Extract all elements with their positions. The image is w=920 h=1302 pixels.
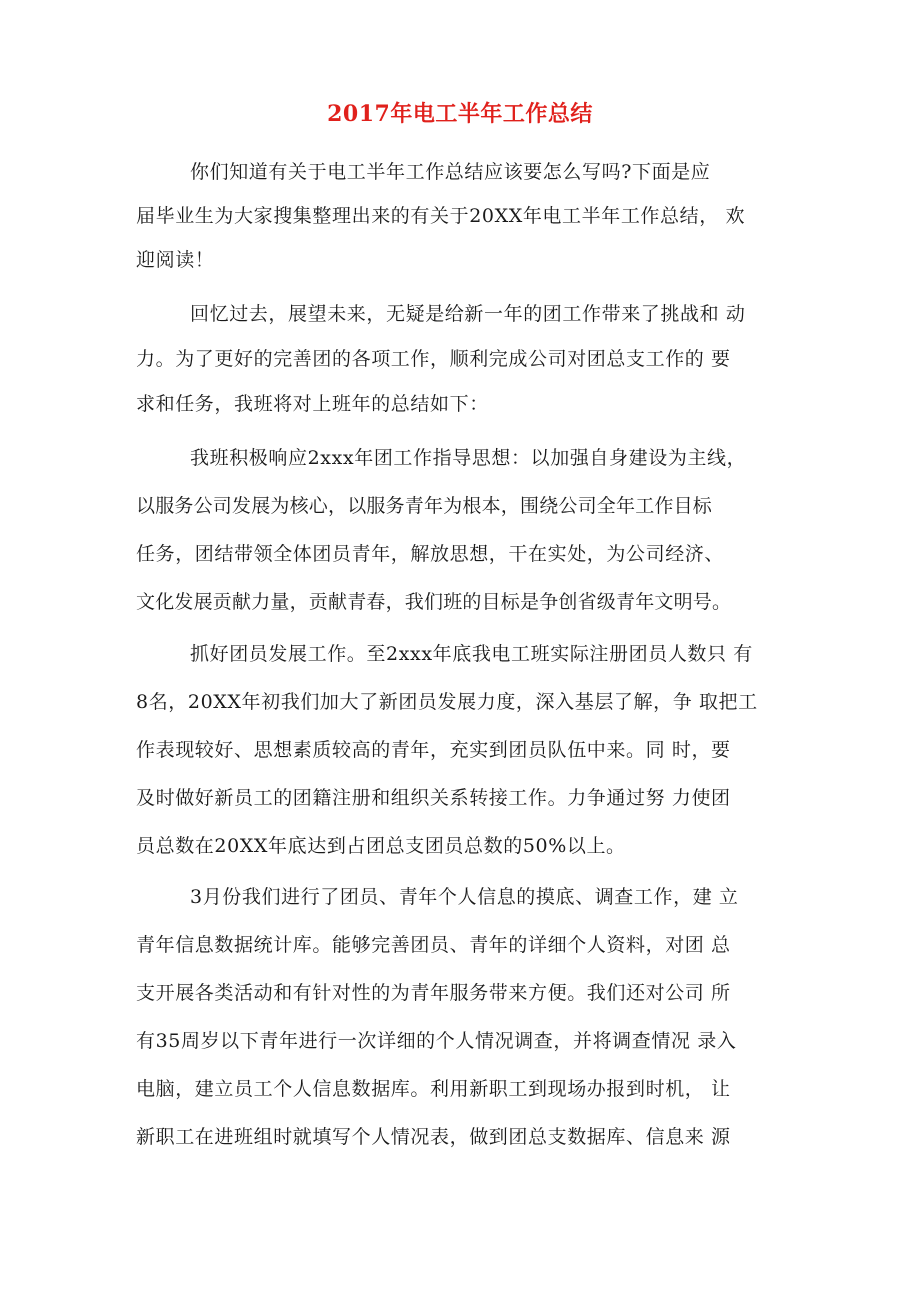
- paragraph-1-line-3: 迎阅读！: [136, 249, 215, 271]
- paragraph-3-line-2: 以服务公司发展为核心，以服务青年为根本，围绕公司全年工作目标: [136, 495, 713, 517]
- paragraph-3-line-3: 任务，团结带领全体团员青年，解放思想，干在实处，为公司经济、: [136, 543, 725, 565]
- paragraph-5-line-5: 电脑，建立员工个人信息数据库。利用新职工到现场办报到时机， 让: [136, 1078, 731, 1100]
- paragraph-3-line-4: 文化发展贡献力量，贡献青春，我们班的目标是争创省级青年文明号。: [136, 591, 732, 613]
- paragraph-5-line-4: 有35周岁以下青年进行一次详细的个人情况调查，并将调查情况 录入: [136, 1030, 737, 1052]
- paragraph-4-line-4: 及时做好新员工的团籍注册和组织关系转接工作。力争通过努 力使团: [136, 787, 731, 809]
- paragraph-4-line-1: 抓好团员发展工作。至2xxx年底我电工班实际注册团员人数只 有: [190, 643, 753, 665]
- paragraph-5-line-3: 支开展各类活动和有针对性的为青年服务带来方便。我们还对公司 所: [136, 982, 731, 1004]
- paragraph-2-line-2: 力。为了更好的完善团的各项工作，顺利完成公司对团总支工作的 要: [136, 348, 731, 370]
- paragraph-2-line-1: 回忆过去，展望未来，无疑是给新一年的团工作带来了挑战和 动: [190, 303, 746, 325]
- paragraph-3-line-1: 我班积极响应2xxx年团工作指导思想：以加强自身建设为主线，: [190, 447, 747, 469]
- paragraph-5-line-1: 3月份我们进行了团员、青年个人信息的摸底、调查工作，建 立: [190, 886, 739, 908]
- paragraph-5-line-2: 青年信息数据统计库。能够完善团员、青年的详细个人资料，对团 总: [136, 934, 731, 956]
- paragraph-2-line-3: 求和任务，我班将对上班年的总结如下：: [136, 393, 489, 415]
- paragraph-5-line-6: 新职工在进班组时就填写个人情况表，做到团总支数据库、信息来 源: [136, 1126, 731, 1148]
- paragraph-4-line-5: 员总数在20XX年底达到占团总支团员总数的50%以上。: [136, 835, 626, 857]
- document-title: 2017年电工半年工作总结: [327, 101, 593, 127]
- paragraph-4-line-2: 8名，20XX年初我们加大了新团员发展力度，深入基层了解，争 取把工: [136, 691, 758, 713]
- paragraph-1-line-1: 你们知道有关于电工半年工作总结应该要怎么写吗?下面是应: [190, 161, 711, 183]
- paragraph-1-line-2: 届毕业生为大家搜集整理出来的有关于20XX年电工半年工作总结， 欢: [136, 205, 746, 227]
- paragraph-4-line-3: 作表现较好、思想素质较高的青年，充实到团员队伍中来。同 时，要: [136, 739, 731, 761]
